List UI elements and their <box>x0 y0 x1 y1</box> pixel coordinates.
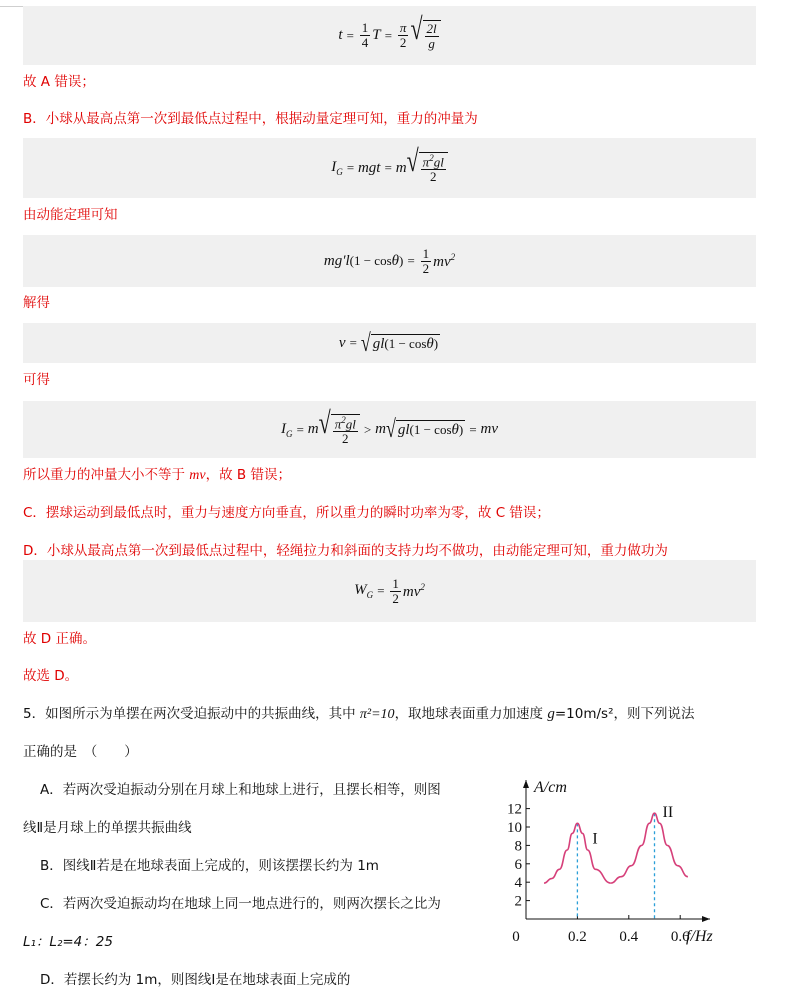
question-5-line-2: 正确的是 （ ） <box>23 744 138 760</box>
x-tick-label: 0.2 <box>568 929 587 945</box>
line-c: C．摆球运动到最低点时，重力与速度方向垂直，所以重力的瞬时功率为零，故 C 错误； <box>23 505 550 521</box>
formula-energy: mg′l (1 − cos θ ) = $\frac{1}{2}$ $mv^2$ <box>23 235 756 287</box>
resonance-chart <box>488 772 738 952</box>
y-tick-label: 2 <box>514 893 522 910</box>
formula-velocity: v = √ gl(1 − cosθ) <box>23 323 756 363</box>
y-tick-label: 8 <box>514 838 522 855</box>
x-tick-label: 0.4 <box>619 929 639 945</box>
y-tick-label: 6 <box>514 856 522 873</box>
option-a-line-2: 线Ⅱ是月球上的单摆共振曲线 <box>23 820 192 836</box>
line-d: D．小球从最高点第一次到最低点过程中，轻绳拉力和斜面的支持力均不做功，由动能定理可知，重力做功为 <box>23 543 668 559</box>
line-answer: 故选 D。 <box>23 668 79 684</box>
line-solve: 解得 <box>23 295 50 311</box>
formula-period: t = $\frac{1}{4}$ T = $\frac{\pi}{2}$ √ $\frac{2l}{g}$ <box>23 6 756 65</box>
formula-impulse: $I_G$ = mgt = m √ $\frac{\pi^2gl}{2}$ <box>23 138 756 198</box>
x-axis-arrow <box>702 916 710 922</box>
x-tick-label: 0 <box>512 929 520 945</box>
y-axis-label: A/cm <box>534 779 567 796</box>
x-tick-label: 0.6 <box>670 929 690 945</box>
line-b-intro: B．小球从最高点第一次到最低点过程中，根据动量定理可知，重力的冲量为 <box>23 111 478 127</box>
line-d-correct: 故 D 正确。 <box>23 631 96 647</box>
resonance-curve <box>611 813 688 883</box>
y-tick-label: 12 <box>507 801 522 818</box>
line-b-conclusion: 所以重力的冲量大小不等于 mv，故 B 错误； <box>23 467 291 483</box>
option-c-line-2: L₁：L₂=4：25 <box>23 934 113 950</box>
option-b: B．图线Ⅱ若是在地球表面上完成的，则该摆摆长约为 1m <box>40 858 379 874</box>
formula-compare: $I_G$ = m √ $\frac{\pi^2gl}{2}$ > m √ gl(1 − cosθ) = mv <box>23 401 756 458</box>
line-energy-theorem: 由动能定理可知 <box>23 207 118 223</box>
y-axis-arrow <box>523 780 529 788</box>
formula-work: $W_G$ = $\frac{1}{2}$ $mv^2$ <box>23 560 756 622</box>
y-tick-label: 10 <box>507 820 522 836</box>
question-5-line-1: 5．如图所示为单摆在两次受迫振动中的共振曲线，其中 π²=10，取地球表面重力加速度 g=10m/s²，则下列说法 <box>23 706 695 722</box>
curve-label: II <box>662 804 674 822</box>
curve-label: I <box>592 830 598 848</box>
x-axis-label: f/Hz <box>686 928 713 945</box>
y-tick-label: 4 <box>514 875 522 892</box>
option-a-line-1: A．若两次受迫振动分别在月球上和地球上进行，且摆长相等，则图 <box>40 782 441 798</box>
line-thus: 可得 <box>23 372 50 388</box>
option-d: D．若摆长约为 1m，则图线Ⅰ是在地球表面上完成的 <box>40 972 351 988</box>
option-c-line-1: C．若两次受迫振动均在地球上同一地点进行的，则两次摆长之比为 <box>40 896 441 912</box>
line-a-wrong: 故 A 错误； <box>23 74 95 90</box>
